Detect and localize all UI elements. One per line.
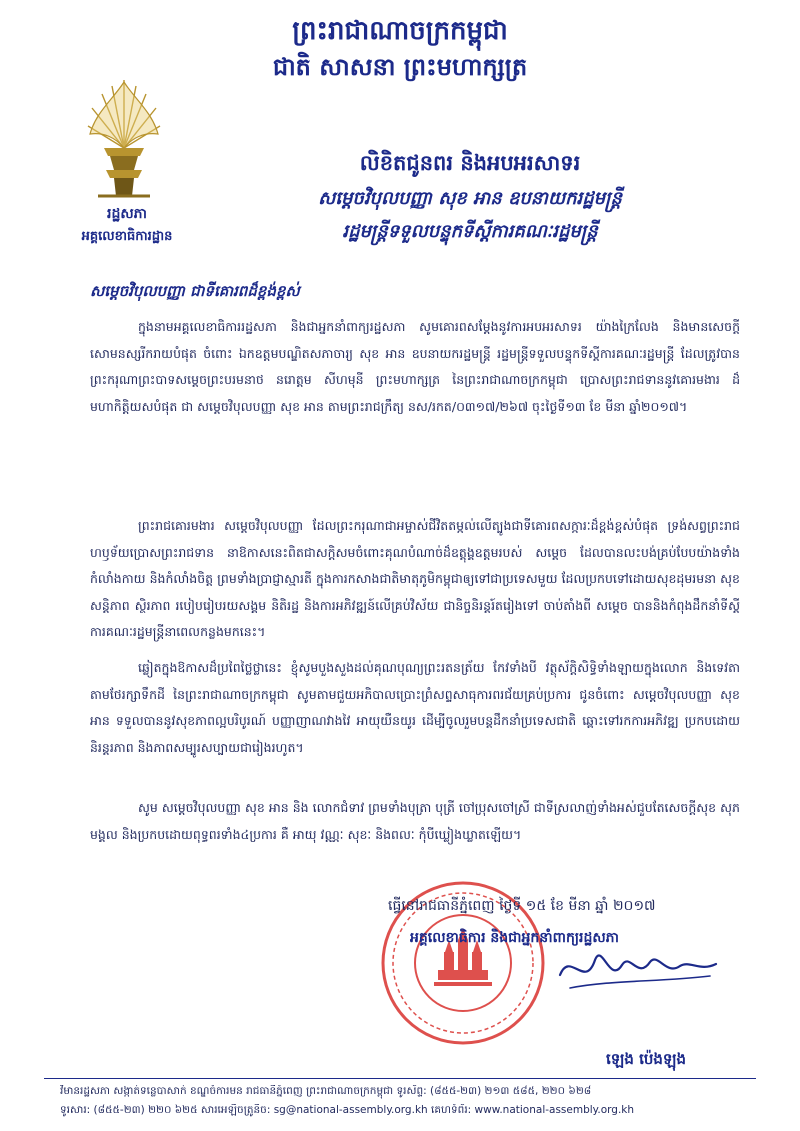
place-and-date: ធ្វើនៅរាជធានីភ្នំពេញ ថ្ងៃទី ១៥ ខែ មីនា ឆ្នាំ ២០១៧ (388, 898, 656, 914)
body-paragraph-2: ព្រះរាជគោរមងារ សម្តេចវិបុលបញ្ញា ដែលព្រះករុណាជាអម្ចាស់ជីវិតតម្កល់លើត្បូងជាទីគោរពសក្ការៈដ៏ខ្ពង់ខ្ពស់បំផុត ទ្រង់សព្វព្រះរាជហឫទ័យប្រោសព្រះរាជទាន នាឱកាសនេះពិតជាសក្តិសមចំពោះគុណបំណាច់ដ៏ឧត្តុង្គឧត្តមរបស់ សម្តេច ដែលបានលះបង់គ្រប់បែបយ៉ាងទាំងកំលាំងកាយ និងកំលាំងចិត្ត ព្រមទាំងប្រាជ្ញាស្មារតី ក្នុងការកសាងជាតិមាតុភូមិកម្ពុជាឲ្យទៅជាប្រទេសមួយ ដែលប្រកបទៅដោយសុខដុមរមនា សុខសន្តិភាព ស្ថិរភាព របៀបរៀបរយសង្គម និតិរដ្ឋ និងការអភិវឌ្ឍន៍លើគ្រប់វិស័យ ជានិច្ចនិរន្តរ៍តរៀងទៅ ចាប់តាំងពី សម្តេច បាននិងកំពុងដឹកនាំទីស្តីការគណៈរដ្ឋមន្រ្តីនាពេលកន្លងមកនេះ។ (90, 518, 740, 639)
agency-department: អគ្គលេខាធិការដ្ឋាន (81, 229, 173, 244)
footer-divider (44, 1078, 756, 1079)
body-paragraph-4: សូម សម្តេចវិបុលបញ្ញា សុខ អាន និង លោកជំទាវ ព្រមទាំងបុត្រា បុត្រី ចៅប្រុសចៅស្រី ជាទីស្រលាញ់ទាំងអស់ជួបតែសេចក្តីសុខ សុភមង្គល និងប្រកបដោយពុទ្ធពរទាំង៤ប្រការ គឺ អាយុ វណ្ណៈ សុខៈ និងពលៈ កុំបីឃ្លៀងឃ្លាតឡើយ។ (90, 800, 740, 842)
body-paragraph-1: ក្នុងនាមអគ្គលេខាធិការរដ្ឋសភា និងជាអ្នកនាំពាក្យរដ្ឋសភា សូមគោរពសម្តែងនូវការអបអរសាទរ យ៉ាងក្រៃលែង និងមានសេចក្តីសោមនស្សរីករាយបំផុត ចំពោះ ឯកឧត្តមបណ្ឌិតសភាចារ្យ សុខ អាន ឧបនាយករដ្ឋមន្រ្តី រដ្ឋមន្រ្តីទទួលបន្ទុកទីស្តីការគណៈរដ្ឋមន្រ្តី ដែលត្រូវបាន ព្រះករុណាព្រះបាទសម្តេចព្រះបរមនាថ នរោត្តម សីហមុនី ព្រះមហាក្សត្រ នៃព្រះរាជាណាចក្រកម្ពុជា ប្រោសព្រះរាជទាននូវគោរមងារ ដ៏មហាកិត្តិយសបំផុត ជា សម្តេចវិបុលបញ្ញា សុខ អាន តាមព្រះរាជក្រឹត្យ នស/រកត/០៣១៧/២៦៧ ចុះថ្ងៃទី១៣ ខែ មីនា ឆ្នាំ២០១៧។ (90, 319, 740, 414)
kingdom-title: ព្រះរាជាណាចក្រកម្ពុជា (292, 16, 508, 46)
recipient-role-heading: រដ្ឋមន្រ្តីទទួលបន្ទុកទីស្តីការគណៈរដ្ឋមន្រ្តី (342, 221, 598, 242)
footer-address: វិមានរដ្ឋសភា សង្កាត់ទន្លេបាសាក់ ខណ្ឌចំការមន រាជធានីភ្នំពេញ ព្រះរាជាណាចក្រកម្ពុជា ទូរស័ព្ទ: (៨៥៥-២៣) ២១៣ ៥៨៥, ២២០ ៦២៨ (60, 1085, 592, 1097)
footer-contact: ទូរសារ: (៨៥៥-២៣) ២២០ ៦២៥ សារអេឡិចត្រូនិច: sg@national-assembly.org.kh គេហទំព័រ: www.national-assembly.org.kh (60, 1104, 635, 1116)
signer-name: ឡេង ប៉េងឡុង (606, 1050, 686, 1068)
signer-title: អគ្គលេខាធិការ និងជាអ្នកនាំពាក្យរដ្ឋសភា (410, 930, 619, 946)
body-paragraph-3: ឆ្លៀតក្នុងឱកាសដ៏ប្រពៃថ្លៃថ្លានេះ ខ្ញុំសូមបួងសួងដល់គុណបុណ្យព្រះរតនត្រ័យ កែវទាំងបី វត្ថុស័ក្តិសិទ្ធិទាំងឡាយក្នុងលោក និងទេវតាតាមថែរក្សាទឹកដី នៃព្រះរាជាណាចក្រកម្ពុជា សូមតាមជួយអភិបាលប្រោះព្រំសព្ទសាធុការពរជ័យគ្រប់ប្រការ ជូនចំពោះ សម្តេចវិបុលបញ្ញា សុខ អាន ទទួលបាននូវសុខភាពល្អបរិបូរណ៍ បញ្ញាញាណវាងវៃ អាយុយឺនយូរ ដើម្បីចូលរួមបន្តដឹកនាំប្រទេសជាតិ ឆ្ពោះទៅរកការអភិវឌ្ឍ ប្រកបដោយនិរន្តរភាព និងភាពសម្បូរសប្បាយជារៀងរហូត។ (90, 660, 740, 755)
salutation: សម្តេចវិបុលបញ្ញា ជាទីគោរពដ៏ខ្ពង់ខ្ពស់ (90, 282, 300, 300)
kingdom-motto: ជាតិ សាសនា ព្រះមហាក្សត្រ (272, 52, 528, 81)
recipient-heading: សម្តេចវិបុលបញ្ញា សុខ អាន ឧបនាយករដ្ឋមន្រ្តី (318, 188, 622, 209)
letter-type-heading: លិខិតជូនពរ និងអបអរសាទរ (359, 150, 581, 175)
agency-name: រដ្ឋសភា (107, 206, 147, 222)
national-assembly-emblem-icon (84, 78, 164, 200)
